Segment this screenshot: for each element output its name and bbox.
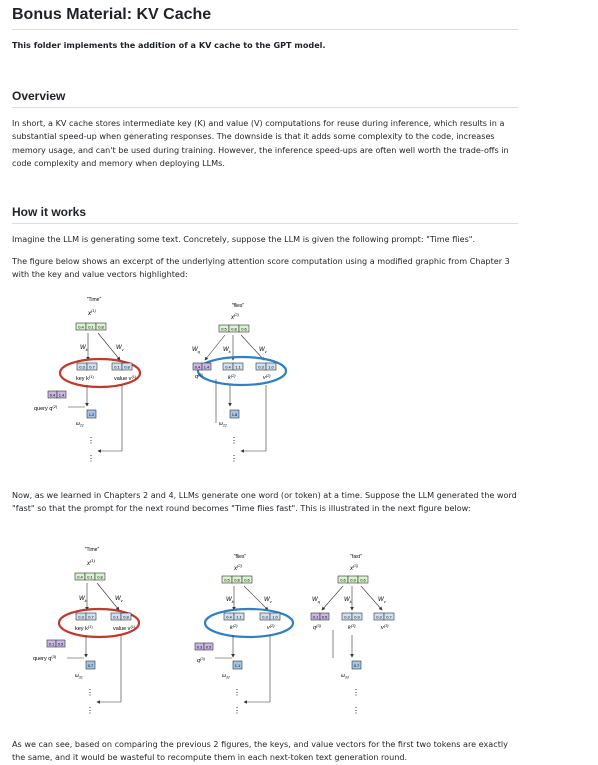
key-label: key $k^{(1)}$ <box>75 624 93 632</box>
omega-label: $\omega_{31}$ <box>75 673 83 680</box>
q2-vector <box>193 363 211 370</box>
svg-text:0.4: 0.4 <box>49 392 56 398</box>
how-heading: How it works <box>12 205 87 219</box>
overview-heading: Overview <box>12 89 66 103</box>
k2-vector <box>224 613 244 620</box>
svg-text:0.7: 0.7 <box>88 614 94 620</box>
x1-label: $x^{(1)}$ <box>88 308 96 317</box>
attention-figure-2 <box>30 540 410 720</box>
q3-label: $q^{(3)}$ <box>197 656 205 664</box>
score-value: 1.8 <box>231 412 238 417</box>
v2-vector <box>260 613 280 620</box>
wv-label: $W_v$ <box>115 596 123 603</box>
divider <box>12 223 518 224</box>
svg-text:0.1: 0.1 <box>113 614 119 620</box>
how-paragraph-4: As we can see, based on comparing the previous 2 figures, the keys, and value vectors for the first two tokens are exactly the same, and it would be wasteful to recompute them in each next-token text generation round. <box>12 739 508 763</box>
wq-label: $W_q$ <box>312 597 320 604</box>
wv-label: $W_v$ <box>264 597 272 604</box>
svg-text:0.4: 0.4 <box>78 324 84 330</box>
svg-text:0.7: 0.7 <box>386 614 392 620</box>
x1-vector <box>75 573 105 580</box>
svg-text:0.8: 0.8 <box>123 614 129 620</box>
svg-text:0.9: 0.9 <box>350 577 356 583</box>
k2-vector <box>223 363 243 370</box>
attention-figure-1 <box>30 293 300 468</box>
q3-vector-mid <box>195 643 213 650</box>
wv-label: $W_v$ <box>259 347 267 354</box>
ellipsis-icon: ⋮ <box>233 706 241 715</box>
v1-vector <box>112 363 132 370</box>
svg-text:1.1: 1.1 <box>236 614 242 620</box>
svg-text:1.1: 1.1 <box>235 364 241 370</box>
ellipsis-icon: ⋮ <box>86 706 94 715</box>
v2-vector <box>256 363 276 370</box>
svg-text:1.0: 1.0 <box>272 614 278 620</box>
ellipsis-icon: ⋮ <box>352 706 360 715</box>
svg-text:0.4: 0.4 <box>77 574 83 580</box>
how-paragraph-3: Now, as we learned in Chapters 2 and 4, LLMs generate one word (or token) at a time. Suppose the LLM generated the word "fast" so that the prompt for the next round becomes "Time flies fast". This is illustrated in the next figure below: <box>12 490 517 514</box>
q3-vector <box>311 613 329 620</box>
svg-text:0.3: 0.3 <box>262 614 268 620</box>
wk-label: $W_k$ <box>226 597 234 604</box>
k2-label: $k^{(2)}$ <box>228 373 236 381</box>
svg-text:1.4: 1.4 <box>203 364 210 370</box>
ellipsis-icon: ⋮ <box>233 688 241 697</box>
k3-label: $k^{(3)}$ <box>348 623 356 631</box>
score-value: 0.7 <box>87 663 94 668</box>
svg-text:0.1: 0.1 <box>88 324 94 330</box>
x2-label: $x^{(2)}$ <box>234 563 242 572</box>
svg-text:0.7: 0.7 <box>89 364 95 370</box>
token-1-label: "Time" <box>86 297 102 303</box>
ellipsis-icon: ⋮ <box>352 688 360 697</box>
svg-text:0.3: 0.3 <box>79 364 85 370</box>
token-2-label: "flies" <box>231 303 245 309</box>
v3-label: $v^{(3)}$ <box>381 623 389 631</box>
x2-vector <box>219 325 249 332</box>
how-paragraph-2: The figure below shows an excerpt of the underlying attention score computation using a modified graphic from Chapter 3 with the key and value vectors highlighted: <box>12 256 510 280</box>
token-2-label: "flies" <box>233 554 247 560</box>
q2-vector-left <box>48 391 66 398</box>
x2-vector <box>222 576 252 583</box>
x1-label: $x^{(1)}$ <box>87 558 95 567</box>
wk-label: $W_k$ <box>344 597 352 604</box>
svg-text:0.1: 0.1 <box>48 641 55 647</box>
page-title: Bonus Material: KV Cache <box>12 6 212 23</box>
q3-vector-left <box>47 640 65 647</box>
divider <box>12 107 518 108</box>
wv-label: $W_v$ <box>116 345 124 352</box>
ellipsis-icon: ⋮ <box>87 454 95 463</box>
svg-text:0.5: 0.5 <box>224 577 230 583</box>
kv-new-highlight <box>198 357 286 385</box>
overview-text: In short, a KV cache stores intermediate key (K) and value (V) computations for reuse during inference, which results in a substantial speed-up when generating responses. The downside is that it adds some complexity to the code, increases memory usage, and can't be used during training. However, the inference speed-ups are often well worth the trade-offs in code complexity and memory when deploying LLMs. <box>12 118 509 169</box>
svg-text:0.8: 0.8 <box>124 364 130 370</box>
svg-text:1.4: 1.4 <box>58 392 65 398</box>
svg-text:0.6: 0.6 <box>340 577 346 583</box>
omega-label: $\omega_{32}$ <box>222 673 230 680</box>
svg-text:0.1: 0.1 <box>312 614 319 620</box>
k1-vector <box>76 613 96 620</box>
k2-label: $k^{(2)}$ <box>230 623 238 631</box>
svg-text:0.6: 0.6 <box>241 326 247 332</box>
svg-text:0.9: 0.9 <box>354 614 360 620</box>
svg-text:0.8: 0.8 <box>234 577 240 583</box>
arrow <box>205 335 225 360</box>
svg-text:0.8: 0.8 <box>231 326 237 332</box>
svg-text:0.4: 0.4 <box>225 364 231 370</box>
omega-label: $\omega_{22}$ <box>219 421 227 428</box>
wk-label: $W_k$ <box>79 596 87 603</box>
svg-text:0.3: 0.3 <box>258 364 264 370</box>
query-label: query $q^{(2)}$ <box>34 404 58 412</box>
x3-vector <box>338 576 368 583</box>
x1-vector <box>76 323 106 330</box>
ellipsis-icon: ⋮ <box>230 454 238 463</box>
svg-text:0.3: 0.3 <box>196 644 203 650</box>
score-value: 1.2 <box>88 412 95 417</box>
intro-text: This folder implements the addition of a KV cache to the GPT model. <box>12 40 326 50</box>
svg-text:0.5: 0.5 <box>57 641 64 647</box>
ellipsis-icon: ⋮ <box>230 436 238 445</box>
svg-text:0.3: 0.3 <box>376 614 382 620</box>
svg-text:0.1: 0.1 <box>114 364 120 370</box>
ellipsis-icon: ⋮ <box>86 688 94 697</box>
key-label: key $k^{(1)}$ <box>76 374 94 382</box>
svg-text:0.4: 0.4 <box>194 364 201 370</box>
svg-text:0.5: 0.5 <box>221 326 227 332</box>
v3-vector <box>374 613 394 620</box>
v2-label: $v^{(2)}$ <box>267 623 275 631</box>
svg-text:0.3: 0.3 <box>78 614 84 620</box>
svg-text:0.8: 0.8 <box>98 324 104 330</box>
wk-label: $W_k$ <box>223 347 231 354</box>
wv-label: $W_v$ <box>378 597 386 604</box>
ellipsis-icon: ⋮ <box>87 436 95 445</box>
x3-label: $x^{(3)}$ <box>350 563 358 572</box>
divider <box>12 29 518 30</box>
how-paragraph-1: Imagine the LLM is generating some text. Concretely, suppose the LLM is given the following prompt: "Time flies". <box>12 234 476 244</box>
value-label: value $v^{(1)}$ <box>114 374 137 382</box>
svg-text:0.3: 0.3 <box>344 614 350 620</box>
score-value: 1.1 <box>234 663 241 668</box>
svg-text:0.5: 0.5 <box>205 644 212 650</box>
q3-label: $q^{(3)}$ <box>313 623 321 631</box>
wk-label: $W_k$ <box>80 345 88 352</box>
svg-text:0.5: 0.5 <box>321 614 328 620</box>
arrow <box>322 586 343 610</box>
v1-vector <box>111 613 131 620</box>
k3-vector <box>342 613 362 620</box>
token-3-label: "fast" <box>350 554 362 560</box>
v2-label: $v^{(2)}$ <box>263 373 271 381</box>
wq-label: $W_q$ <box>192 347 200 354</box>
svg-text:0.8: 0.8 <box>97 574 103 580</box>
value-label: value $v^{(1)}$ <box>113 624 136 632</box>
svg-text:0.1: 0.1 <box>87 574 93 580</box>
svg-text:0.6: 0.6 <box>244 577 250 583</box>
query-label: query $q^{(3)}$ <box>33 654 57 662</box>
x2-label: $x^{(2)}$ <box>231 312 239 321</box>
omega-label: $\omega_{33}$ <box>341 673 349 680</box>
token-1-label: "Time" <box>84 547 100 553</box>
svg-text:0.6: 0.6 <box>360 577 366 583</box>
omega-label: $\omega_{21}$ <box>76 421 84 428</box>
svg-text:0.4: 0.4 <box>226 614 232 620</box>
q2-label: $q^{(2)}$ <box>195 372 203 380</box>
svg-text:1.0: 1.0 <box>268 364 274 370</box>
k1-vector <box>77 363 97 370</box>
score-value: 0.7 <box>353 663 360 668</box>
